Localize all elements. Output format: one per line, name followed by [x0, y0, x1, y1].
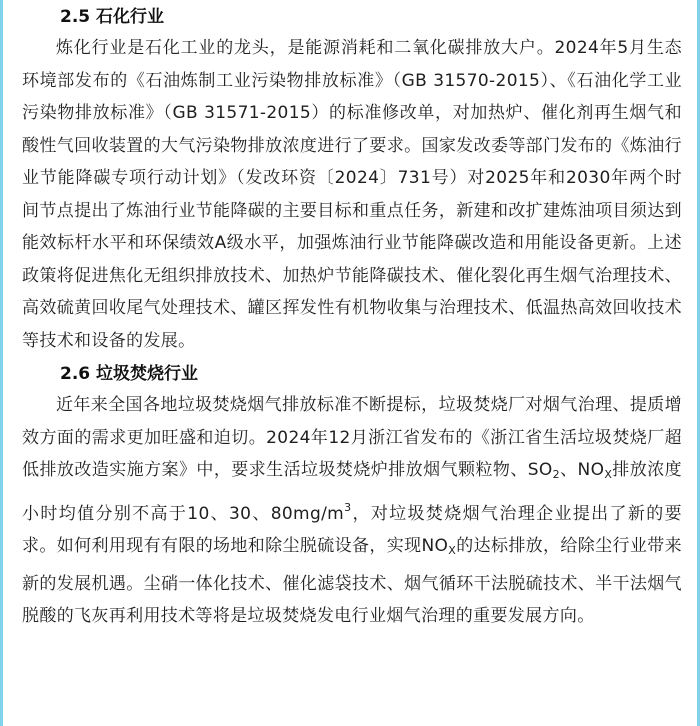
section-2-6-text-part-5: 的达标排放，给除尘行业带来新的发展机遇。尘硝一体化技术、催化滤袋技术、烟气循环干法脱硫技术、半干法烟气脱酸的飞灰再利用技术等将是垃圾焚烧发电行业烟气治理的重要发展方向。: [22, 536, 682, 626]
section-2-6-paragraph: [22, 389, 682, 633]
nox-subscript-1: X: [604, 468, 613, 481]
section-2-6-text-part-1: 近年来全国各地垃圾焚烧烟气排放标准不断提标，垃圾焚烧厂对烟气治理、提质增效方面的需求更加旺盛和迫切。2024年12月浙江省发布的《浙江省生活垃圾焚烧厂超低排放改造实施方案》中，要求生活垃圾焚烧炉排放烟气颗粒物、SO: [22, 395, 682, 480]
section-2-5-paragraph: 炼化行业是石化工业的龙头，是能源消耗和二氧化碳排放大户。2024年5月生态环境部发布的《石油炼制工业污染物排放标准》（GB 31570-2015）、《石油化学工业污染物排放标准》（GB 31571-2015）的标准修改单，对加热炉、催化剂再生烟气和酸性气回收装置的大气污染物排放浓度进行了要求。国家发改委等部门发布的《炼油行业节能降碳专项行动计划》（发改环资〔2024〕731号）对2025年和2030年两个时间节点提出了炼油行业节能降碳的主要目标和重点任务，新建和改扩建炼油项目须达到能效标杆水平和环保绩效A级水平，加强炼油行业节能降碳改造和用能设备更新。上述政策将促进焦化无组织排放技术、加热炉节能降碳技术、催化裂化再生烟气治理技术、高效硫黄回收尾气处理技术、罐区挥发性有机物收集与治理技术、低温热高效回收技术等技术和设备的发展。: [22, 38, 682, 351]
section-heading-2-5: 2.5 石化行业: [60, 7, 165, 27]
so2-subscript: 2: [552, 468, 560, 481]
unit-superscript: 3: [344, 500, 352, 514]
left-border-line: [0, 0, 3, 726]
nox-subscript-2: X: [448, 544, 457, 557]
section-2-6-text-part-3: 排放浓度小时均值分别不高于10、30、80mg/m: [22, 460, 682, 524]
section-2-6-text-part-2: 、NO: [560, 460, 605, 480]
section-2-6-text-part-4: ，对垃圾焚烧烟气治理企业提出了新的要求。如何利用现有有限的场地和除尘脱硫设备，实现NO: [22, 503, 682, 556]
section-heading-2-6: 2.6 垃圾焚烧行业: [60, 364, 199, 384]
document-content: [22, 3, 682, 633]
